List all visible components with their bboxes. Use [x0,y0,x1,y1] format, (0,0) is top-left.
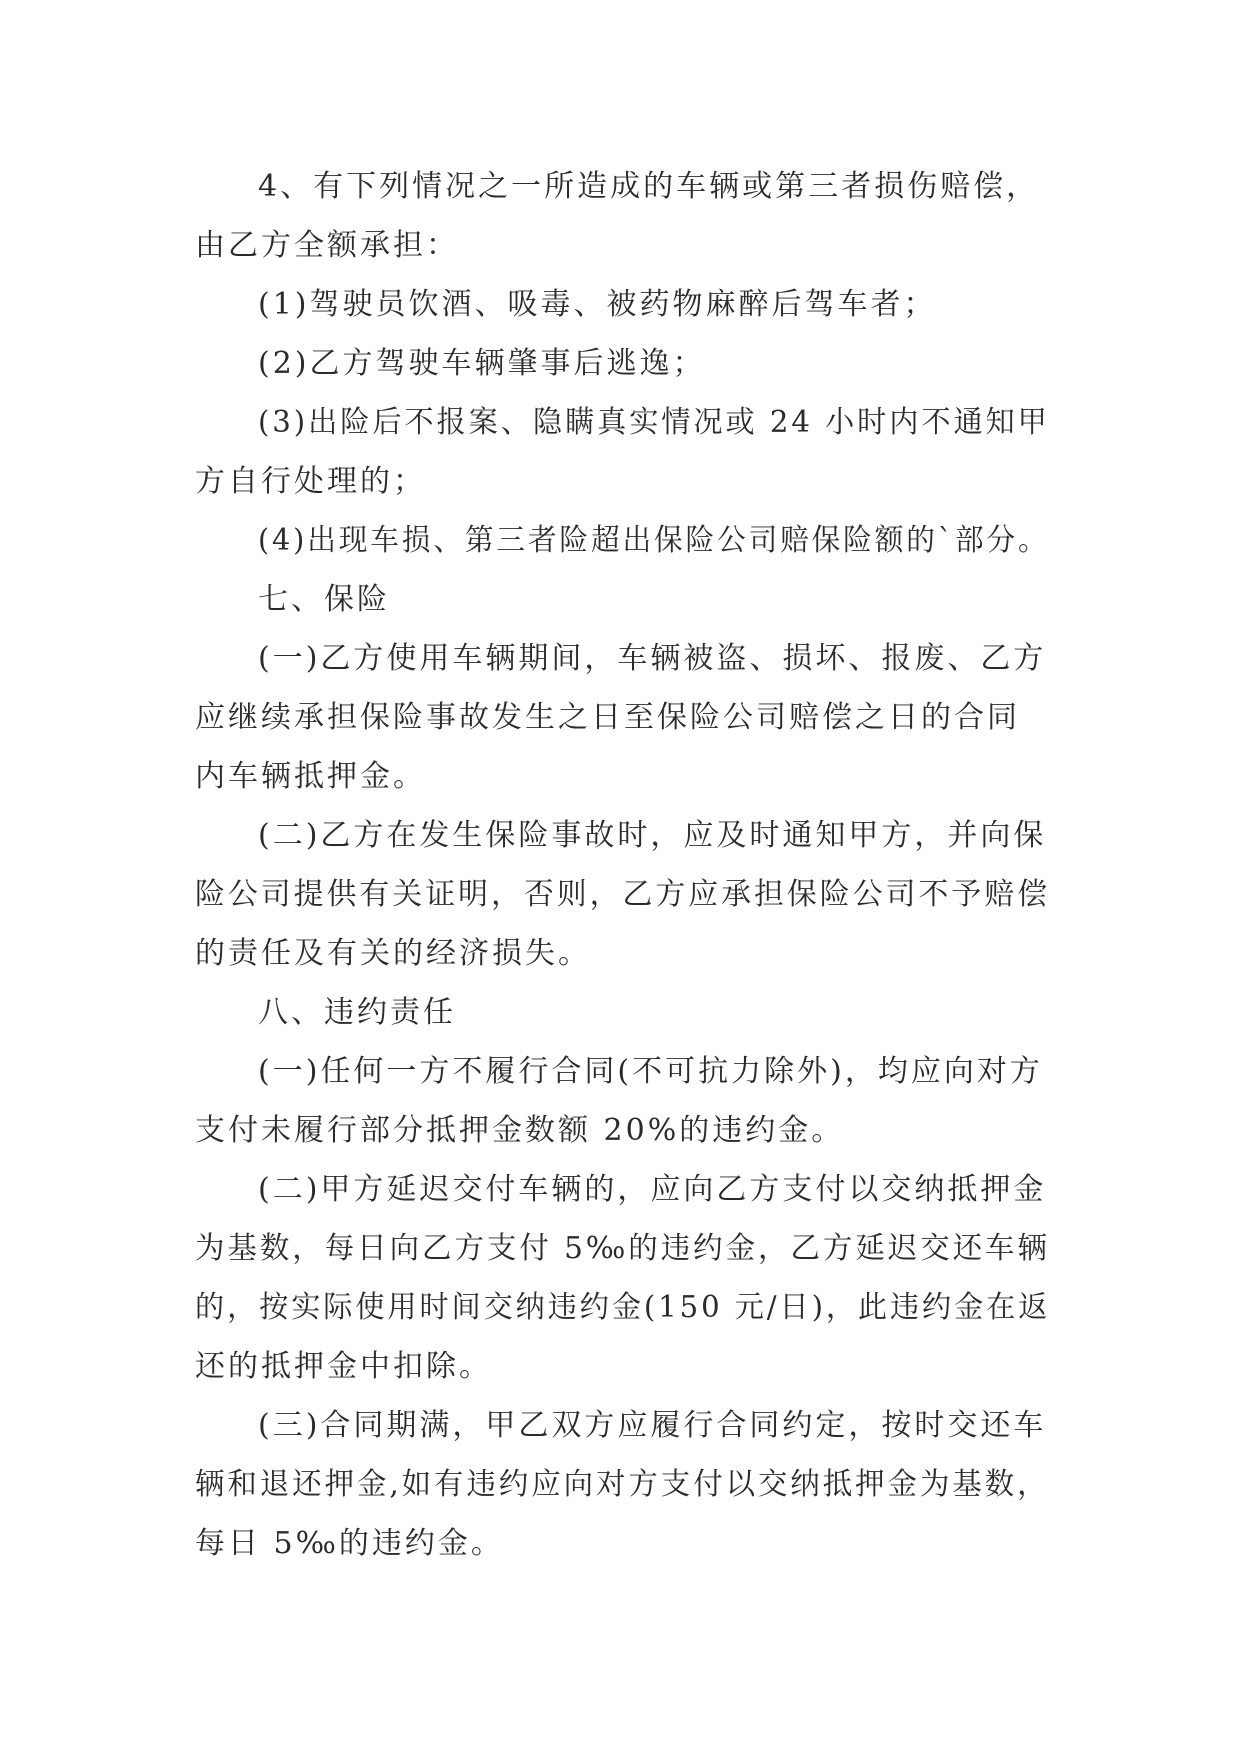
text-line-13: 险公司提供有关证明，否则，乙方应承担保险公司不予赔偿 [195,877,1050,912]
text-line-14: 的责任及有关的经济损失。 [195,936,591,971]
text-line-24: 每日 5‰的违约金。 [195,1526,504,1561]
text-line-3: (1)驾驶员饮酒、吸毒、被药物麻醉后驾车者； [258,287,937,322]
text-line-12: (二)乙方在发生保险事故时，应及时通知甲方，并向保 [258,818,1047,853]
text-line-16: (一)任何一方不履行合同(不可抗力除外)，均应向对方 [258,1054,1043,1089]
section-heading-breach: 八、违约责任 [258,995,456,1030]
text-line-7: (4)出现车损、第三者险超出保险公司赔保险额的`部分。 [258,523,1050,558]
section-heading-insurance: 七、保险 [258,582,390,617]
text-line-22: (三)合同期满，甲乙双方应履行合同约定，按时交还车 [258,1408,1047,1443]
text-line-4: (2)乙方驾驶车辆肇事后逃逸； [258,346,706,381]
text-line-11: 内车辆抵押金。 [195,759,426,794]
text-line-10: 应继续承担保险事故发生之日至保险公司赔偿之日的合同 [195,700,1020,735]
text-line-6: 方自行处理的； [195,464,426,499]
text-line-9: (一)乙方使用车辆期间，车辆被盗、损坏、报废、乙方 [258,641,1047,676]
text-line-18: (二)甲方延迟交付车辆的，应向乙方支付以交纳抵押金 [258,1172,1047,1207]
text-line-5: (3)出险后不报案、隐瞒真实情况或 24 小时内不通知甲 [258,405,1050,440]
text-line-17: 支付未履行部分抵押金数额 20%的违约金。 [195,1113,845,1148]
text-line-2: 由乙方全额承担： [195,228,459,263]
text-line-19: 为基数，每日向乙方支付 5‰的违约金，乙方延迟交还车辆 [195,1231,1050,1266]
text-line-1: 4、有下列情况之一所造成的车辆或第三者损伤赔偿， [258,169,1040,204]
text-line-21: 还的抵押金中扣除。 [195,1349,492,1384]
text-line-23: 辆和退还押金,如有违约应向对方支付以交纳抵押金为基数， [195,1467,1050,1502]
text-line-20: 的，按实际使用时间交纳违约金(150 元/日)，此违约金在返 [195,1290,1051,1325]
